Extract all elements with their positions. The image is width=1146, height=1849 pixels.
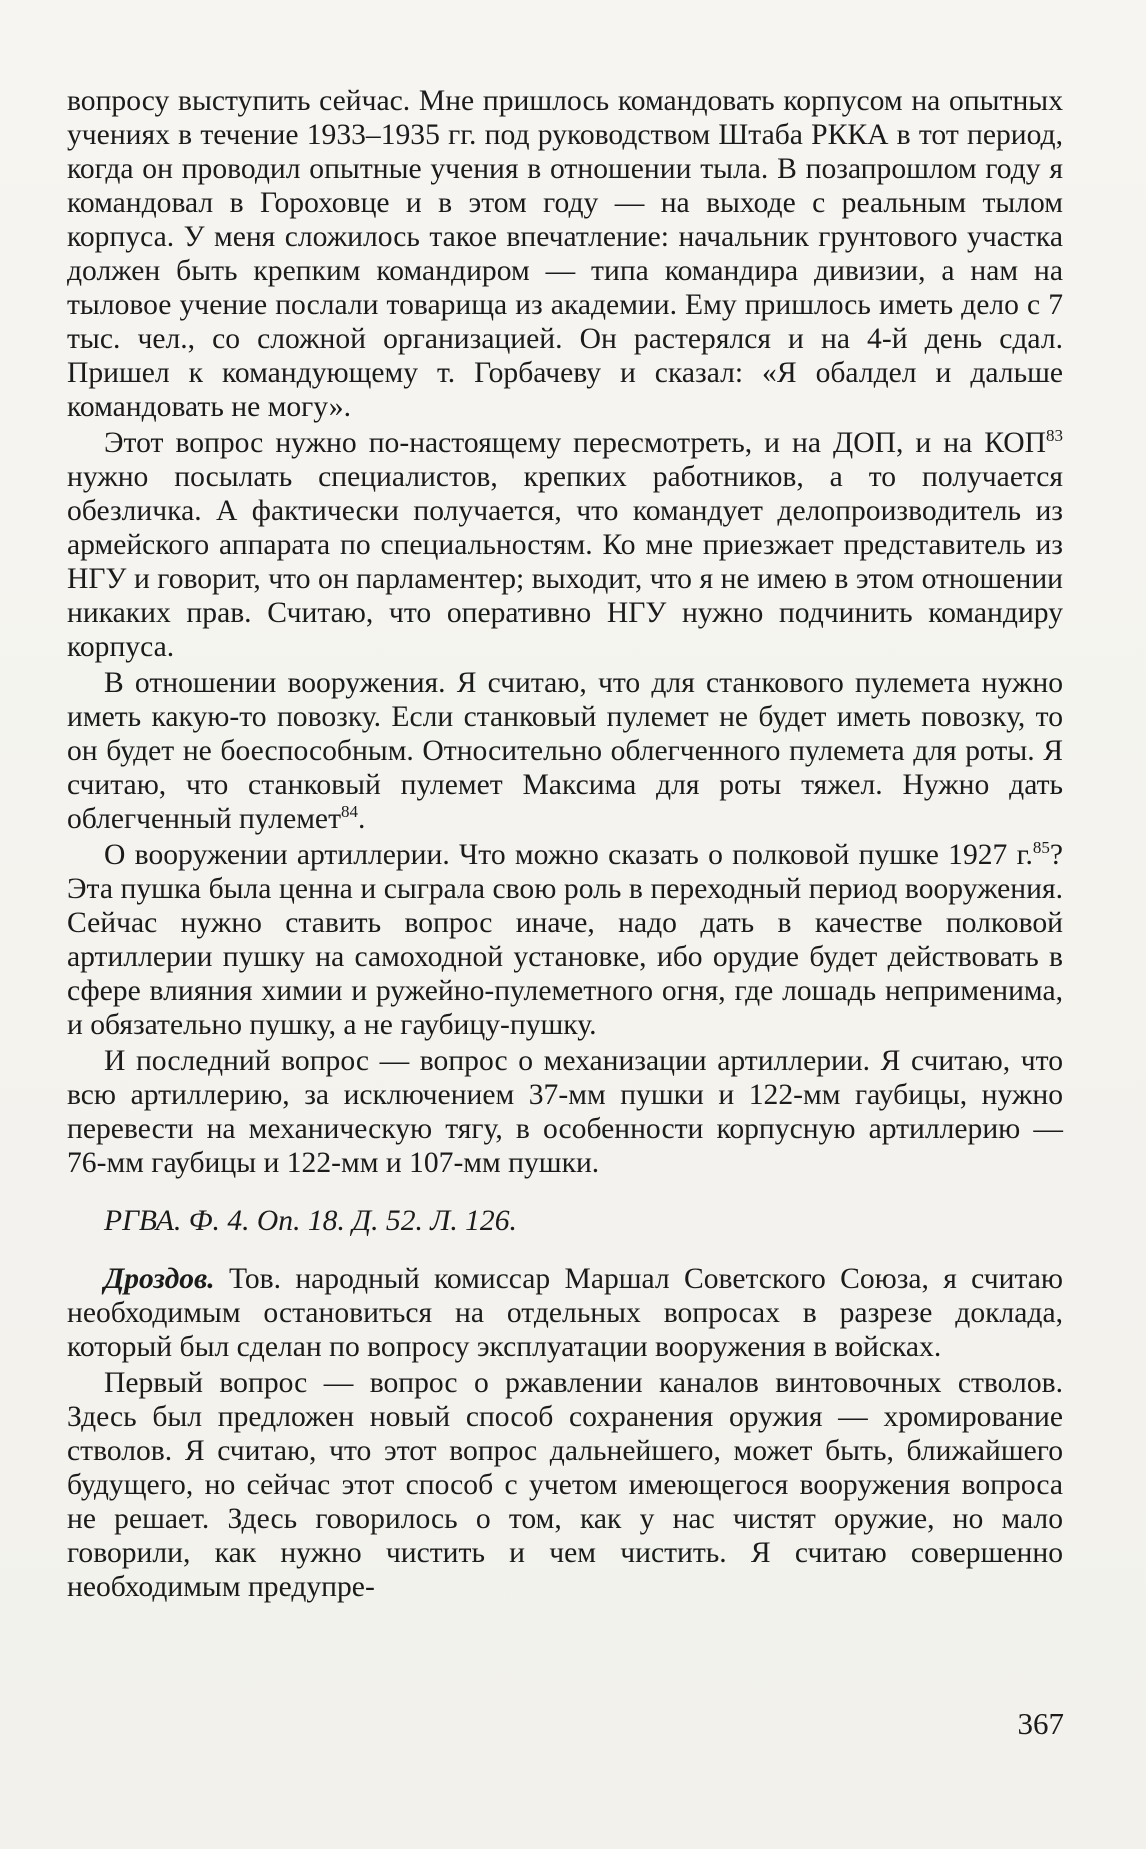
paragraph-text: . xyxy=(358,803,366,835)
paragraph-mechanization: И последний вопрос — вопрос о механизации артиллерии. Я считаю, что всю артиллерию, за исключением 37-мм пушки и 122-мм гаубицы, нужно перевести на механическую тягу, в особенности корпусную артиллерию — 76-мм гаубицы и 122-мм и 107-мм пушки. xyxy=(67,1045,1063,1179)
paragraph-drozdov xyxy=(67,1262,1063,1364)
paragraph-dop-kop xyxy=(67,426,1063,664)
paragraph-text: Этот вопрос нужно по-настоящему пересмотреть, и на ДОП, и на КОП xyxy=(104,427,1046,459)
page-text xyxy=(67,84,1063,1604)
paragraph-rust: Первый вопрос — вопрос о ржавлении каналов винтовочных стволов. Здесь был предложен новый способ сохранения оружия — хромирование стволов. Я считаю, что этот вопрос дальнейшего, может быть, ближайшего будущего, но сейчас этот способ с учетом имеющегося вооружения вопроса не решает. Здесь говорилось о том, как у нас чистят оружие, но мало говорили, как нужно чистить и чем чистить. Я считаю совершенно необходимым предупре- xyxy=(67,1367,1063,1603)
footnote-ref-84: 84 xyxy=(341,802,359,821)
footnote-ref-85: 85 xyxy=(1032,838,1050,857)
footnote-ref-83: 83 xyxy=(1046,426,1063,445)
paragraph-text: нужно посылать специалистов, крепких работников, а то получается обезличка. А фактически получается, что командует делопроизводитель из армейского аппарата по специальностям. Ко мне приезжает представитель из НГУ и говорит, что он парламентер; выходит, что я не имею в этом отношении никаких прав. Считаю, что оперативно НГУ нужно подчинить командиру корпуса. xyxy=(67,461,1063,663)
paragraph-artillery xyxy=(67,838,1063,1042)
paragraph-continuation: вопросу выступить сейчас. Мне пришлось командовать корпусом на опытных учениях в течение 1933–1935 гг. под руководством Штаба РККА в тот период, когда он проводил опытные учения в отношении тыла. В позапрошлом году я командовал в Гороховце и в этом году — на выходе с реальным тылом корпуса. У меня сложилось такое впечатление: начальник грунтового участка должен быть крепким командиром — типа командира дивизии, а нам на тыловое учение послали товарища из академии. Ему пришлось иметь дело с 7 тыс. чел., со сложной организацией. Он растерялся и на 4-й день сдал. Пришел к командующему т. Горбачеву и сказал: «Я обалдел и дальше командовать не могу». xyxy=(67,85,1063,423)
paragraph-armament xyxy=(67,666,1063,836)
paragraph-text: О вооружении артиллерии. Что можно сказать о полковой пушке 1927 г. xyxy=(104,839,1033,871)
paragraph-text: В отношении вооружения. Я считаю, что для станкового пулемета нужно иметь какую-то повозку. Если станковый пулемет не будет иметь повозку, то он будет не боеспособным. Относительно облегченного пулемета для роты. Я считаю, что станковый пулемет Максима для роты тяжел. Нужно дать облегченный пулемет xyxy=(67,667,1063,835)
paragraph-text: Тов. народный комиссар Маршал Советского Союза, я считаю необходимым остановиться на отдельных вопросах в разрезе доклада, который был сделан по вопросу эксплуатации вооружения в войсках. xyxy=(67,1263,1063,1363)
paragraph-text: ? Эта пушка была ценна и сыграла свою роль в переходный период вооружения. Сейчас нужно ставить вопрос иначе, надо дать в качестве полковой артиллерии пушку на самоходной установке, ибо орудие будет действовать в сфере влияния химии и ружейно-пулеметного огня, где лошадь неприменима, и обязательно пушку, а не гаубицу-пушку. xyxy=(67,839,1063,1041)
page-number: 367 xyxy=(1017,1706,1064,1741)
speaker-name: Дроздов. xyxy=(104,1263,215,1295)
archive-source-reference: РГВА. Ф. 4. Оп. 18. Д. 52. Л. 126. xyxy=(104,1205,517,1237)
